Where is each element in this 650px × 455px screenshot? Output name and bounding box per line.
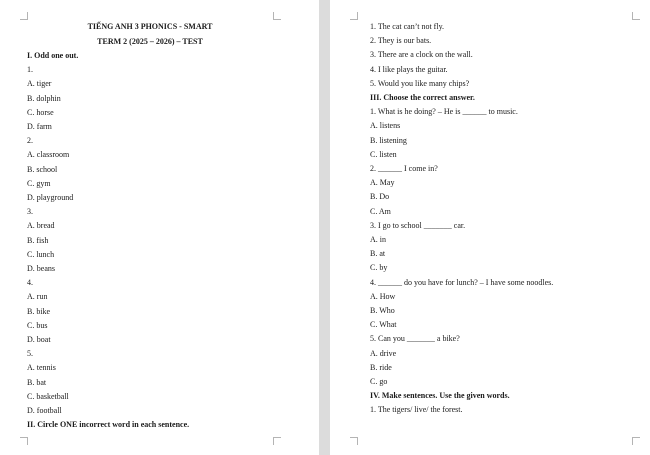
document-line: B. bat [27,377,47,387]
crop-mark-top-left [20,12,28,20]
document-line: A. listens [370,121,401,131]
crop-mark-top-right [273,12,281,20]
document-line: C. bus [27,320,48,330]
crop-mark-bottom-right [273,437,281,445]
document-line: C. by [370,263,388,273]
crop-mark-bottom-right [632,437,640,445]
section-heading: I. Odd one out. [27,51,79,60]
document-line: C. go [370,377,388,386]
document-line: A. tennis [27,363,56,373]
document-line: 4. I like plays the guitar. [370,64,448,74]
document-line: C. Am [370,206,391,216]
document-line: B. school [27,164,58,174]
document-line: 4. ______ do you have for lunch? – I have some noodles. [370,277,554,287]
document-line: A. bread [27,221,55,231]
document-line: B. Who [370,306,395,315]
crop-mark-bottom-left [20,437,28,445]
document-line: B. bike [27,306,51,316]
document-line: 2. ______ I come in? [370,164,438,173]
document-line: 2. [27,136,33,146]
crop-mark-top-left [350,12,358,20]
document-line: A. drive [370,348,397,358]
document-line: D. beans [27,264,55,273]
document-line: 4. [27,278,33,288]
document-line: B. fish [27,235,49,245]
document-line: C. lunch [27,249,55,259]
document-line: B. at [370,249,386,259]
document-line: C. gym [27,178,51,188]
document-line: C. What [370,320,397,330]
crop-mark-top-right [632,12,640,20]
document-line: 1. The cat can’t not fly. [370,22,445,31]
document-page-right [330,0,650,455]
document-line: 1. The tigers/ live/ the forest. [370,405,463,415]
document-line: B. Do [370,192,390,202]
section-heading: II. Circle ONE incorrect word in each sentence. [27,420,190,430]
document-line: 1. What is he doing? – He is ______ to music. [370,107,518,117]
document-line: 5. Can you _______ a bike? [370,334,460,344]
section-heading: III. Choose the correct answer. [370,93,475,102]
document-line: A. classroom [27,150,70,160]
document-line: 2. They is our bats. [370,36,432,46]
document-page-left [0,0,319,455]
document-line: C. basketball [27,391,69,401]
document-line: 5. [27,349,33,359]
document-line: 3. [27,207,33,217]
document-line: 5. Would you like many chips? [370,78,470,88]
document-line: 3. There are a clock on the wall. [370,50,473,60]
document-title: TIẾNG ANH 3 PHONICS - SMART [87,22,213,31]
document-line: 1. [27,65,33,75]
document-line: A. in [370,235,386,244]
page-gutter [319,0,330,455]
crop-mark-bottom-left [350,437,358,445]
document-line: A. How [370,291,396,301]
document-line: D. football [27,406,62,415]
document-line: A. tiger [27,79,52,89]
document-line: D. farm [27,122,52,131]
document-line: C. listen [370,149,397,159]
document-line: A. run [27,292,48,302]
document-line: C. horse [27,107,54,117]
document-line: B. ride [370,362,392,372]
document-line: D. boat [27,335,51,344]
document-line: B. listening [370,135,407,145]
document-line: B. dolphin [27,93,61,103]
section-heading: IV. Make sentences. Use the given words. [370,391,510,401]
document-subtitle: TERM 2 (2025 – 2026) – TEST [97,37,203,46]
document-line: D. playground [27,193,74,202]
document-line: A. May [370,178,395,188]
document-line: 3. I go to school _______ car. [370,220,466,230]
